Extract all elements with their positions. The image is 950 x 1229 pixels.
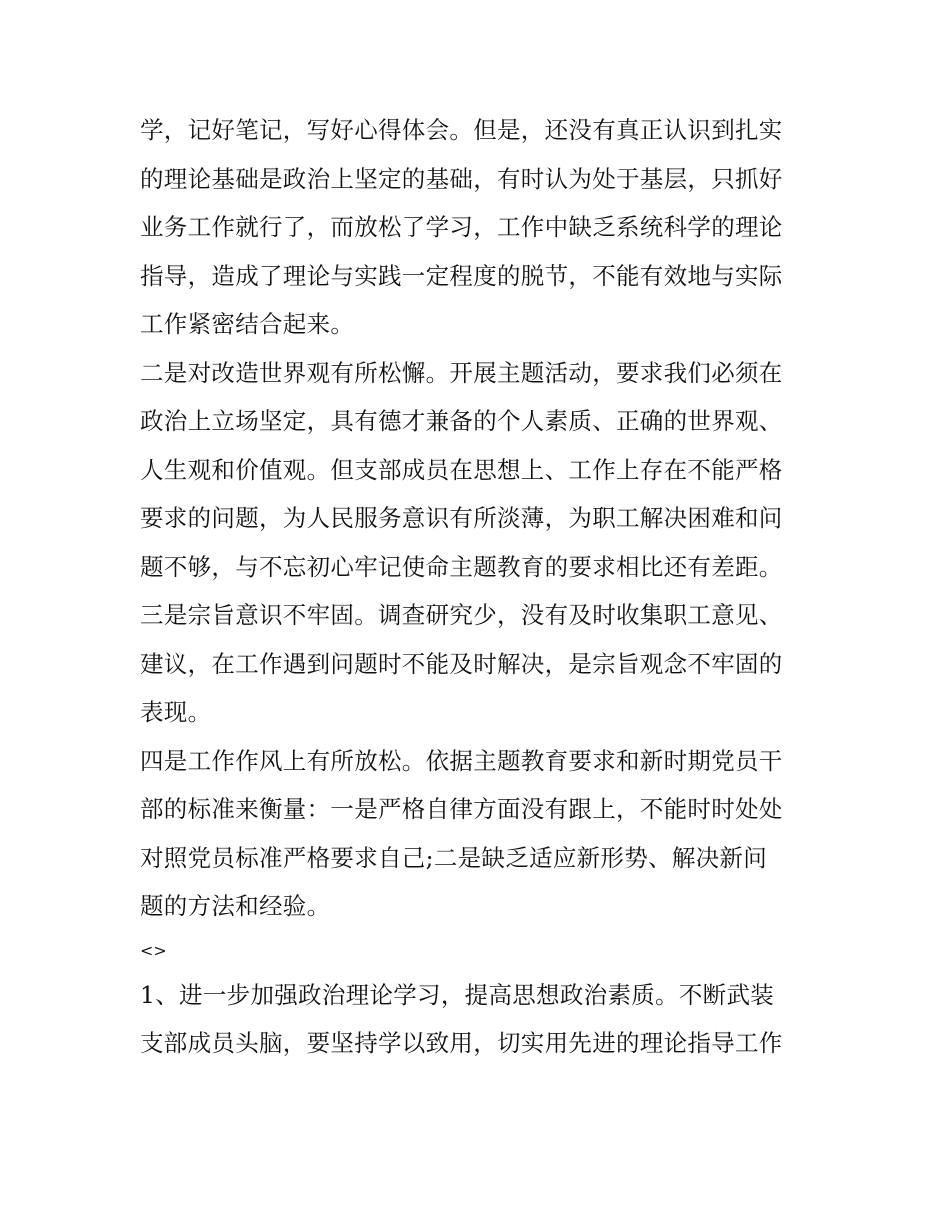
text-line-1: 学，记好笔记，写好心得体会。但是，还没有真正认识到扎实 <box>140 116 783 144</box>
text-line-9: 要求的问题，为人民服务意识有所淡薄，为职工解决困难和问 <box>140 504 783 532</box>
text-line-8: 人生观和价值观。但支部成员在思想上、工作上存在不能严格 <box>140 455 783 484</box>
text-line-13: 表现。 <box>140 698 212 726</box>
section-marker: <> <box>140 940 167 960</box>
text-line-4: 指导，造成了理论与实践一定程度的脱节，不能有效地与实际 <box>140 261 783 290</box>
text-line-14: 四是工作作风上有所放松。依据主题教育要求和新时期党员干 <box>140 746 783 775</box>
text-line-11: 三是宗旨意识不牢固。调查研究少，没有及时收集职工意见、 <box>140 601 783 629</box>
text-line-6: 二是对改造世界观有所松懈。开展主题活动，要求我们必须在 <box>140 358 783 387</box>
text-line-2: 的理论基础是政治上坚定的基础，有时认为处于基层，只抓好 <box>140 164 783 193</box>
text-line-15: 部的标准来衡量：一是严格自律方面没有跟上，不能时时处处 <box>140 795 783 823</box>
text-line-12: 建议，在工作遇到问题时不能及时解决，是宗旨观念不牢固的 <box>140 649 783 678</box>
text-line-17: 题的方法和经验。 <box>140 892 331 920</box>
document-body <box>140 106 820 1068</box>
text-line-7: 政治上立场坚定，具有德才兼备的个人素质、正确的世界观、 <box>140 407 783 435</box>
text-line-19: 支部成员头脑，要坚持学以致用，切实用先进的理论指导工作 <box>140 1029 783 1057</box>
text-line-10: 题不够，与不忘初心牢记使命主题教育的要求相比还有差距。 <box>140 552 783 581</box>
text-line-18: 1、进一步加强政治理论学习，提高思想政治素质。不断武装 <box>140 980 775 1009</box>
text-line-3: 业务工作就行了，而放松了学习，工作中缺乏系统科学的理论 <box>140 213 783 241</box>
text-line-16: 对照党员标准严格要求自己;二是缺乏适应新形势、解决新问 <box>140 843 768 872</box>
text-line-5: 工作紧密结合起来。 <box>140 310 355 338</box>
